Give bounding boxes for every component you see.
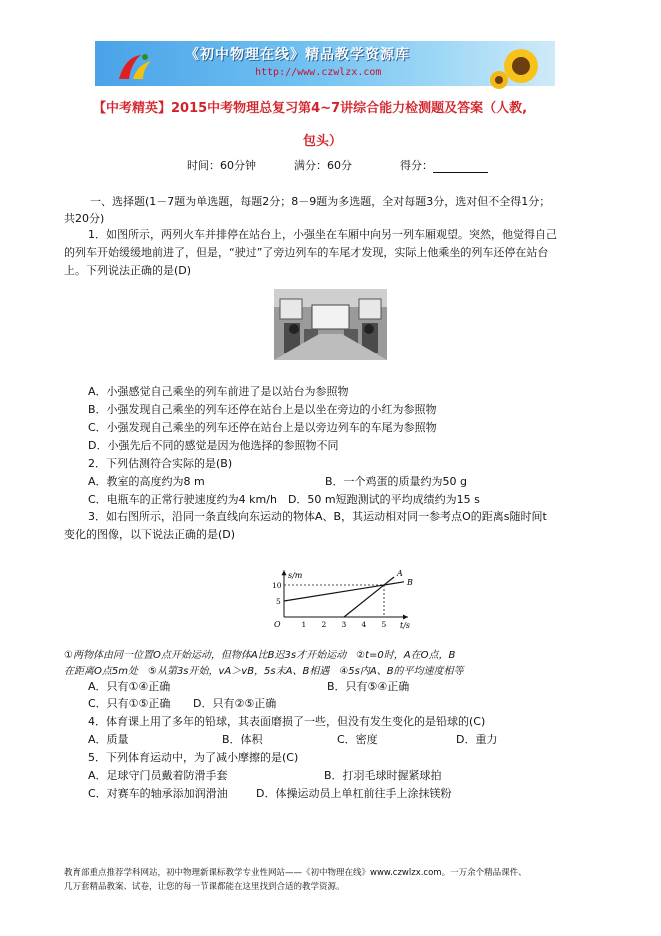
y-tick-label: 5 [276, 597, 281, 606]
q1-stem-line3: 上。下列说法正确的是(D) [64, 264, 192, 277]
series-label-A: A [397, 569, 403, 578]
q3-option-b: B．只有⑤④正确 [327, 680, 410, 693]
q4-stem: 4．体育课上用了多年的铅球，其表面磨损了一些，但没有发生变化的是铅球的(C) [88, 715, 486, 728]
footer-line2: 几万套精品教案、试卷，让您的每一节课都能在这里找到合适的教学资源。 [64, 882, 345, 892]
q3-option-d: D．只有②⑤正确 [193, 697, 277, 710]
y-tick-label: 10 [272, 581, 282, 590]
q1-stem-line1: 1．如图所示，两列火车并排停在站台上，小强坐在车厢中向另一列车厢观望。突然，他觉得自己 [88, 228, 557, 241]
q5-stem: 5．下列体育运动中，为了减小摩擦的是(C) [88, 751, 299, 764]
q1-option-c: C．小强发现自己乘坐的列车还停在站台上是以旁边列车的车尾为参照物 [88, 421, 437, 434]
q3-statements-line2: 在距离O点5m处 ⑤从第3s开始，vA＞vB，5s末A、B相遇 ④5s内A、B的平均速度相等 [64, 666, 464, 677]
q4-option-c: C．密度 [337, 733, 378, 746]
section-heading-line2: 共20分) [64, 212, 105, 225]
q5-option-b: B．打羽毛球时握紧球拍 [324, 769, 442, 782]
q5-option-c: C．对赛车的轴承添加润滑油 [88, 787, 228, 800]
x-tick-label: 1 [301, 620, 307, 629]
banner-url: http://www.czwlzx.com [255, 67, 382, 78]
q3-statements-line1: ①两物体由同一位置O点开始运动，但物体A比B迟3s才开始运动 ②t=0时，A在O点，B [64, 650, 456, 661]
doc-title-line1: 【中考精英】2015中考物理总复习第4~7讲综合能力检测题及答案（人教, [93, 101, 528, 116]
q3-option-a: A．只有①④正确 [88, 680, 171, 693]
doc-title-line2: 包头） [303, 134, 343, 149]
series-label-B: B [407, 577, 413, 587]
y-axis-arrow-icon [282, 570, 287, 575]
score-blank [433, 162, 488, 173]
q4-option-a: A．质量 [88, 733, 129, 746]
x-axis-arrow-icon [403, 615, 408, 620]
series-line-A [344, 577, 394, 617]
sunflower-icon [491, 46, 551, 86]
meta-score: 得分： [400, 159, 488, 173]
q2-option-a: A．教室的高度约为8 m [88, 475, 205, 488]
q2-option-b: B．一个鸡蛋的质量约为50 g [325, 475, 468, 488]
site-logo-icon [115, 51, 155, 81]
q5-option-a: A．足球守门员戴着防滑手套 [88, 769, 228, 782]
q1-option-b: B．小强发现自己乘坐的列车还停在站台上是以坐在旁边的小红为参照物 [88, 403, 437, 416]
footer-line1: 教育部重点推荐学科网站，初中物理新课标教学专业性网站——《初中物理在线》www.czwlzx.com。一万余个精品课件、 [64, 868, 527, 878]
header-banner [95, 41, 555, 86]
q3-option-c: C．只有①⑤正确 [88, 697, 171, 710]
q1-option-d: D．小强先后不同的感觉是因为他选择的参照物不同 [88, 439, 339, 452]
q3-stem-line2: 变化的图像，以下说法正确的是(D) [64, 528, 236, 541]
origin-label: O [274, 620, 281, 629]
banner-title: 《初中物理在线》精品教学资源库 [185, 47, 410, 63]
q4-option-b: B．体积 [222, 733, 263, 746]
st-graph [262, 543, 412, 633]
q1-option-a: A．小强感觉自己乘坐的列车前进了是以站台为参照物 [88, 385, 349, 398]
q4-option-d: D．重力 [456, 733, 498, 746]
x-tick-label: 5 [381, 620, 387, 629]
section-heading-line1: 一、选择题(1－7题为单选题，每题2分；8－9题为多选题，全对每题3分，选对但不全得1分； [90, 195, 551, 208]
q2-option-cd: C．电瓶车的正常行驶速度约为4 km/h D．50 m短跑测试的平均成绩约为15 s [88, 493, 480, 506]
x-tick-label: 3 [341, 620, 347, 629]
y-axis-label: s/m [288, 571, 303, 581]
x-tick-label: 4 [361, 620, 367, 629]
x-axis-label: t/s [400, 621, 411, 630]
train-interior-photo [274, 289, 387, 360]
q2-stem: 2．下列估测符合实际的是(B) [88, 457, 233, 470]
q3-stem-line1: 3．如右图所示，沿同一条直线向东运动的物体A、B，其运动相对同一参考点O的距离s随时间t [88, 510, 547, 523]
meta-time: 时间：60分钟 [187, 159, 256, 172]
meta-full-score: 满分：60分 [294, 159, 352, 172]
x-tick-label: 2 [321, 620, 327, 629]
q1-stem-line2: 的列车开始缓缓地前进了，但是，“驶过”了旁边列车的车尾才发现，实际上他乘坐的列车还停在站台 [64, 246, 549, 259]
q5-option-d: D．体操运动员上单杠前往手上涂抹镁粉 [256, 787, 452, 800]
